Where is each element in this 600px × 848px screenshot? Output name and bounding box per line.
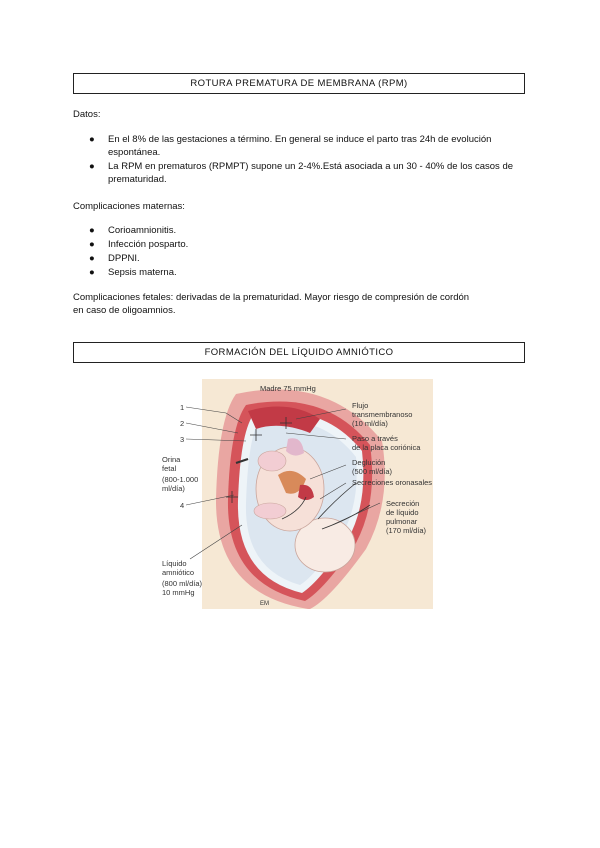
label-flujo: Flujo transmembranoso (10 ml/día) xyxy=(352,401,413,428)
fetales-text: Complicaciones fetales: derivadas de la prematuridad. Mayor riesgo de compresión de cordón en caso de oligoamnios. xyxy=(73,292,470,316)
bullet-icon: ● xyxy=(89,239,95,250)
fetus-arm xyxy=(258,451,286,471)
bullet-icon: ● xyxy=(89,253,95,264)
datos-label: Datos: xyxy=(73,109,101,120)
label-secreciones: Secreciones oronasales xyxy=(352,478,433,487)
label-paso: Paso a través de la placa coriónica xyxy=(352,434,421,452)
label-num3: 3 xyxy=(180,435,185,444)
label-num2: 2 xyxy=(180,419,185,428)
list-item: ● Sepsis materna. xyxy=(89,267,177,278)
maternas-list xyxy=(73,224,528,280)
fetus-leg xyxy=(254,503,286,519)
list-item: ● En el 8% de las gestaciones a término. En general se induce el parto tras 24h de evolución espontánea. xyxy=(89,134,492,158)
label-madre: Madre 75 mmHg xyxy=(260,384,316,393)
bullet-icon: ● xyxy=(89,134,95,145)
list-item: ● Infección posparto. xyxy=(89,239,189,250)
section-title-rpm: ROTURA PREMATURA DE MEMBRANA (RPM) xyxy=(73,73,525,94)
label-pulmonar: Secreción de líquido pulmonar (170 ml/día) xyxy=(386,499,427,535)
list-item: ● La RPM en prematuros (RPMPT) supone un 2-4%.Está asociada a un 30 - 40% de los casos de prematuridad. xyxy=(89,161,514,185)
bullet-icon: ● xyxy=(89,225,95,236)
maternas-label: Complicaciones maternas: xyxy=(73,201,185,212)
label-orina: Orina fetal (800-1.000 ml/día) xyxy=(162,455,199,493)
bullet-icon: ● xyxy=(89,161,95,172)
label-deglucion: Deglución (500 ml/día) xyxy=(352,458,393,476)
label-num4: 4 xyxy=(180,501,185,510)
amniotic-fluid-diagram xyxy=(160,379,433,609)
list-item: ● Corioamnionitis. xyxy=(89,225,177,236)
bullet-icon: ● xyxy=(89,267,95,278)
list-item: ● DPPNI. xyxy=(89,253,140,264)
publisher-logo-icon: EM xyxy=(260,601,269,607)
datos-list xyxy=(73,133,528,187)
label-num1: 1 xyxy=(180,403,185,412)
section-title-liquido: FORMACIÓN DEL LÍQUIDO AMNIÓTICO xyxy=(73,342,525,363)
label-liquido: Líquido amniótico (800 ml/día) 10 mmHg xyxy=(162,559,203,597)
